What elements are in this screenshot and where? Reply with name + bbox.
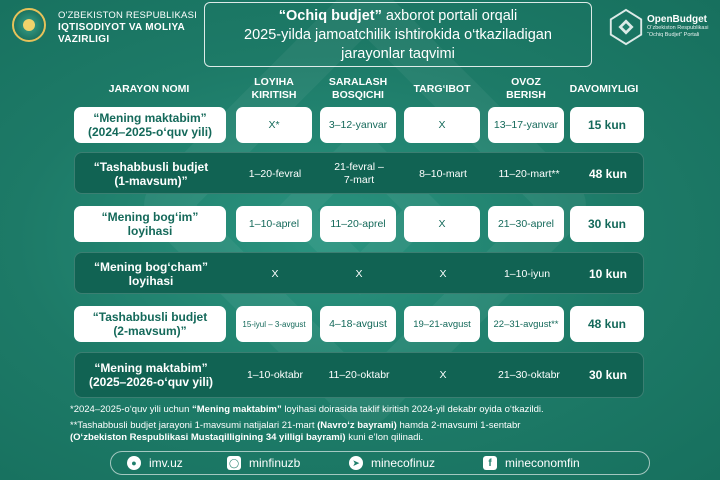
row-promo: X (404, 107, 480, 143)
colhead-screening-line2: BOSQICHI (332, 89, 384, 101)
title-rest: axborot portali orqali (381, 8, 518, 24)
row-duration: 30 kun (570, 206, 644, 242)
openbudget-logo-icon (607, 8, 645, 46)
instagram-icon: ◯ (227, 456, 241, 470)
row-promo: 19–21-avgust (404, 306, 480, 342)
schedule-row (74, 352, 644, 398)
row-name: “Mening bog‘im” loyihasi (74, 206, 226, 242)
telegram-link[interactable] (349, 456, 435, 470)
ministry-line3: VAZIRLIGI (58, 34, 110, 45)
schedule-row (74, 104, 644, 146)
row-promo: X (404, 206, 480, 242)
openbudget-name: OpenBudget (647, 14, 707, 25)
row-duration: 48 kun (588, 166, 627, 181)
row-duration: 30 kun (588, 367, 627, 382)
row-promo: X (439, 368, 447, 381)
ministry-line1: O'ZBEKISTON RESPUBLIKASI (58, 10, 197, 21)
openbudget-logo-text (647, 14, 713, 39)
title-line2: 2025-yilda jamoatchilik ishtirokida o‘tkaziladigan (244, 27, 552, 43)
row-vote: 21–30-oktabr (498, 368, 560, 381)
row-name: “Tashabbusli budjet (2-mavsum)” (74, 306, 226, 342)
footnote-1: *2024–2025-o‘quv yili uchun “Mening maktabim” loyihasi doirasida taklif kiritish 2024-yil dekabr oyida o‘tkazildi. (70, 404, 544, 415)
row-vote: 21–30-aprel (488, 206, 564, 242)
facebook-link[interactable] (483, 456, 580, 470)
row-duration: 15 kun (570, 107, 644, 143)
globe-icon: ● (127, 456, 141, 470)
row-vote: 22–31-avgust** (488, 306, 564, 342)
schedule-row (74, 252, 644, 294)
website-link[interactable] (127, 456, 183, 470)
colhead-vote-line2: BERISH (506, 89, 546, 101)
row-screening: X (355, 267, 363, 280)
title-bold: “Ochiq budjet” (278, 8, 382, 24)
row-submit: 1–10-oktabr (246, 368, 304, 381)
row-vote: 11–20-mart** (498, 167, 560, 180)
ministry-emblem-icon (12, 8, 46, 42)
row-submit: 1–20-fevral (248, 167, 302, 180)
facebook-label: mineconomfin (505, 456, 580, 470)
row-duration: 48 kun (570, 306, 644, 342)
row-name: “Tashabbusli budjet (1-mavsum)” (93, 160, 209, 188)
row-submit: X* (236, 107, 312, 143)
schedule-row (74, 203, 644, 245)
facebook-icon: f (483, 456, 497, 470)
header (0, 0, 720, 70)
colhead-vote-line1: OVOZ (511, 76, 541, 88)
footnote-3: (O‘zbekiston Respublikasi Mustaqilligining 34 yilligi bayrami) kuni e’lon qilinadi. (70, 432, 424, 443)
social-footer (110, 451, 650, 475)
title-line1 (205, 7, 591, 26)
telegram-label: minecofinuz (371, 456, 436, 470)
row-screening: 11–20-oktabr (328, 368, 390, 381)
row-screening: 4–18-avgust (320, 306, 396, 342)
row-vote: 1–10-iyun (503, 267, 551, 280)
row-promo: X (439, 267, 447, 280)
colhead-duration: DAVOMIYLIGI (569, 83, 639, 95)
colhead-screening (320, 76, 396, 102)
page-title (204, 2, 592, 67)
ministry-line2: IQTISODIYOT VA MOLIYA (58, 22, 186, 33)
colhead-submit-line2: KIRITISH (251, 89, 297, 101)
colhead-submit (236, 76, 312, 102)
row-screening: 21-fevral – 7-mart (334, 161, 384, 186)
row-promo: 8–10-mart (419, 167, 467, 180)
colhead-vote (488, 76, 564, 102)
row-duration: 10 kun (588, 266, 627, 281)
website-label: imv.uz (149, 456, 183, 470)
instagram-link[interactable] (227, 456, 300, 470)
row-screening: 3–12-yanvar (320, 107, 396, 143)
row-vote: 13–17-yanvar (488, 107, 564, 143)
schedule-row (74, 303, 644, 345)
ministry-name (58, 10, 197, 46)
row-submit: X (271, 267, 279, 280)
row-screening: 11–20-aprel (320, 206, 396, 242)
row-submit: 1–10-aprel (236, 206, 312, 242)
footnote-2: **Tashabbusli budjet jarayoni 1-mavsumi natijalari 21-mart (Navro‘z bayrami) hamda 2-mavsumi 1-sentabr (70, 420, 521, 431)
instagram-label: minfinuzb (249, 456, 301, 470)
colhead-promo: TARG‘IBOT (413, 83, 471, 95)
colhead-name: JARAYON NOMI (108, 83, 190, 95)
row-submit: 15-iyul – 3-avgust (236, 306, 312, 342)
row-name: “Mening bog‘cham” loyihasi (94, 260, 208, 288)
openbudget-subtitle: O‘zbekiston Respublikasi “Ochiq Budjet” Portali (647, 25, 709, 38)
colhead-submit-line1: LOYIHA (254, 76, 294, 88)
row-name: “Mening maktabim” (2024–2025-o‘quv yili) (74, 107, 226, 143)
row-name: “Mening maktabim” (2025–2026-o‘quv yili) (88, 361, 214, 389)
telegram-icon: ➤ (349, 456, 363, 470)
title-line3: jarayonlar taqvimi (341, 46, 455, 62)
schedule-row (74, 152, 644, 194)
colhead-screening-line1: SARALASH (328, 76, 388, 88)
